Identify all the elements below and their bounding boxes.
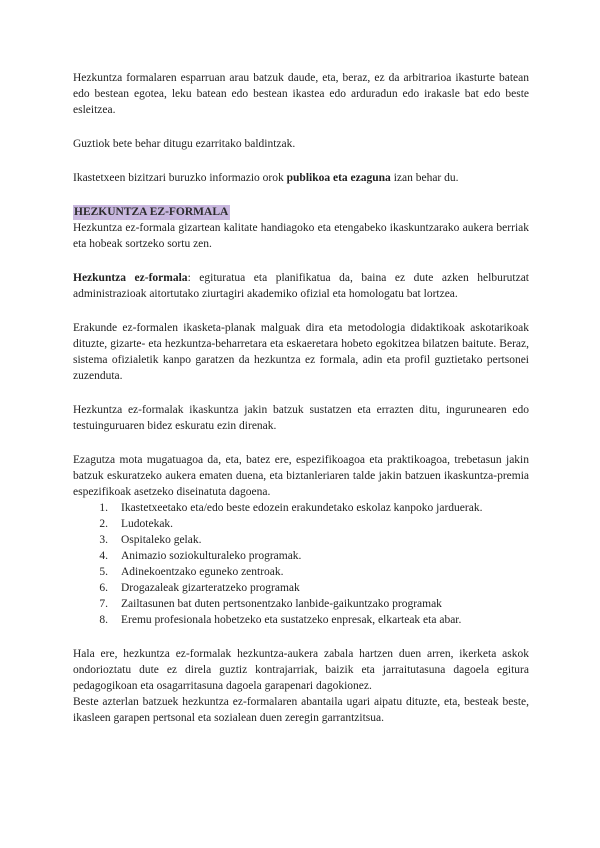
- list-item: [91, 516, 529, 532]
- list-item: [91, 580, 529, 596]
- list-text: Zailtasunen bat duten pertsonentzako lanbide-gaikuntzako programak: [121, 598, 442, 610]
- paragraph-closing-2: Beste azterlan batzuek hezkuntza ez-formalaren abantaila ugari aipatu dituzte, eta, besteak beste, ikasleen garapen pertsonal eta sozialean duen zeregin garrantzitsua.: [73, 696, 529, 724]
- list-number: 4.: [99, 550, 108, 562]
- paragraph-information-bold: publikoa eta ezaguna: [286, 172, 391, 184]
- list-item: [91, 596, 529, 612]
- paragraph-closing-1: Hala ere, hezkuntza ez-formalak hezkuntza-aukera zabala hartzen duen arren, ikerketa askok ondorioztatu dute ez direla guztiz kontrajarriak, baizik eta jarraitutasuna dagoela egitura pedagogikoan eta osagarritasuna dagoela garapenari dagokionez.: [73, 648, 529, 692]
- list-text: Drogazaleak gizarteratzeko programak: [121, 582, 300, 594]
- list-item: [91, 564, 529, 580]
- list-number: 1.: [99, 502, 108, 514]
- paragraph-information: [73, 170, 529, 186]
- paragraph-intro: Hezkuntza ez-formala gizartean kalitate handiagoko eta etengabeko ikaskuntzarako aukera berriak eta hobeak sortzeko sortu zen.: [73, 222, 529, 250]
- list-item: [91, 532, 529, 548]
- list-number: 6.: [99, 582, 108, 594]
- section-heading-wrap: [73, 204, 529, 220]
- paragraph-ezagutza: Ezagutza mota mugatuagoa da, eta, batez ere, espezifikoagoa eta praktikoagoa, trebetasun jakin batzuk eskuratzeko aukera ematen duena, eta biztanleriaren talde jakin batzuen ikaskuntza-premia espezifikoak asetzeko diseinatuta dagoena.: [73, 454, 529, 498]
- list-number: 7.: [99, 598, 108, 610]
- list-number: 8.: [99, 614, 108, 626]
- paragraph-sustatzen: Hezkuntza ez-formalak ikaskuntza jakin batzuk sustatzen eta errazten ditu, ingurunearen edo testuinguruaren bidez eskuratu ezin direnak.: [73, 404, 529, 432]
- list-text: Ospitaleko gelak.: [121, 534, 202, 546]
- list-item: [91, 612, 529, 628]
- list-number: 3.: [99, 534, 108, 546]
- definition-term: Hezkuntza ez-formala: [73, 272, 188, 284]
- list-number: 2.: [99, 518, 108, 530]
- list-number: 5.: [99, 566, 108, 578]
- list-item: [91, 500, 529, 516]
- paragraph-information-pre: Ikastetxeen bizitzari buruzko informazio orok: [73, 172, 287, 184]
- list-text: Adinekoentzako eguneko zentroak.: [121, 566, 284, 578]
- list-text: Eremu profesionala hobetzeko eta sustatzeko enpresak, elkarteak eta abar.: [121, 614, 462, 626]
- paragraph-conditions: Guztiok bete behar ditugu ezarritako baldintzak.: [73, 138, 296, 150]
- paragraph-definition: [73, 270, 529, 302]
- list-item: [91, 548, 529, 564]
- list-text: Animazio soziokulturaleko programak.: [121, 550, 302, 562]
- document-page: [73, 70, 529, 726]
- list-text: Ikastetxeetako eta/edo beste edozein erakundetako eskolaz kanpoko jarduerak.: [121, 502, 483, 514]
- paragraph-erakunde: Erakunde ez-formalen ikasketa-planak malguak dira eta metodologia didaktikoak askotarikoak dituzte, gizarte- eta hezkuntza-beharretara eta eskaeretara hobeto egokitzea bilatzen baitute. Beraz, sistema ofizialetik kanpo garatzen da hezkuntza ez formala, adin eta profil guztietako pertsonei zuzenduta.: [73, 322, 529, 382]
- list-text: Ludotekak.: [121, 518, 174, 530]
- paragraph-formal-rules: Hezkuntza formalaren esparruan arau batzuk daude, eta, beraz, ez da arbitrarioa ikasturte batean edo bestean egotea, leku batean edo bestean ikastea edo arduradun edo irakasle bat edo beste esleitzea.: [73, 72, 529, 116]
- paragraph-information-post: izan behar du.: [390, 172, 459, 184]
- section-heading: HEZKUNTZA EZ-FORMALA: [74, 206, 229, 218]
- definition-text: : egituratua eta planifikatua da, baina ez dute azken helburutzat administrazioak aitortutako ziurtagiri akademiko ofizial eta homologatu bat lortzea.: [73, 272, 529, 300]
- numbered-list: [73, 500, 529, 628]
